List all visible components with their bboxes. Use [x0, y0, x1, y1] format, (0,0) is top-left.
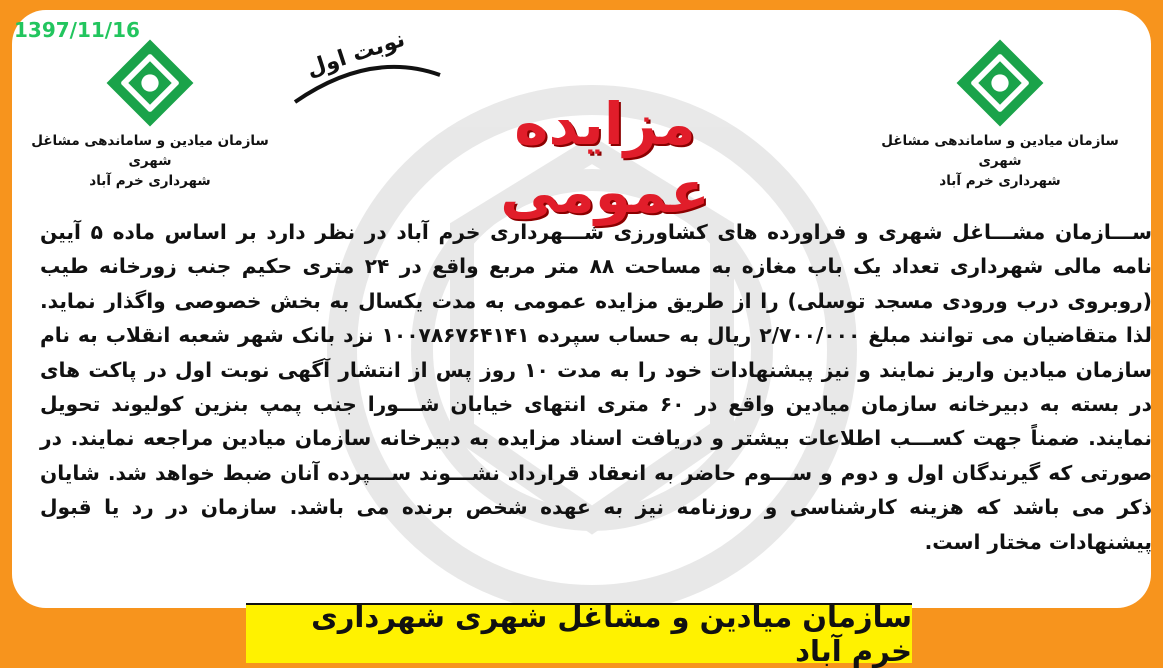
org-name-line2: شهرداری خرم آباد	[939, 173, 1061, 189]
municipality-logo-icon	[102, 35, 198, 131]
org-name-line1: سازمان میادین و ساماندهی مشاغل شهری	[31, 133, 269, 169]
org-logo-left	[30, 35, 270, 191]
notice-body: ســـازمان مشـــاغل شهری و فراورده های کشاورزی شـــهرداری خرم آباد در نظر دارد بر اساس ماده ۵ آیین نامه مالی شهرداری تعداد یک باب مغازه به مساحت ۸۸ متر مربع واقع در ۲۴ متری حکیم جنب زورخانه طیب (روبروی درب ورودی مسجد توسلی) را از طریق مزایده عمومی به مدت یکسال به بخش خصوصی واگذار نماید. لذا متقاضیان می توانند مبلغ ۲/۷۰۰/۰۰۰ ریال به حساب سپرده ۱۰۰۷۸۶۷۶۴۱۴۱ نزد بانک شهر شعبه انقلاب به نام سازمان میادین واریز نمایند و نیز پیشنهادات خود را به مدت ۱۰ روز پس از انتشار آگهی نوبت اول در پاکت های در بسته به دبیرخانه سازمان میادین واقع در ۶۰ متری انتهای خیابان شـــورا جنب پمپ بنزین کولیوند تحویل نمایند. ضمناً جهت کســـب اطلاعات بیشتر و دریافت اسناد مزایده به دبیرخانه سازمان میادین مراجعه نمایند. در صورتی که گیرندگان اول و دوم و ســـوم حاضر به انعقاد قرارداد نشـــوند ســـپرده آنان ضبط خواهد شد. شایان ذکر می باشد که هزینه کارشناسی و روزنامه نیز به عهده شخص برنده می باشد. سازمان در رد یا قبول پیشنهادات مختار است.	[40, 220, 1153, 554]
org-name-line2: شهرداری خرم آباد	[89, 173, 211, 189]
org-name-line1: سازمان میادین و ساماندهی مشاغل شهری	[881, 133, 1119, 169]
notice-title: مزایده عمومی	[500, 90, 710, 226]
footer-text: سازمان میادین و مشاغل شهری شهرداری خرم آباد	[311, 600, 912, 668]
publication-date: 1397/11/16	[14, 18, 140, 42]
org-logo-right	[880, 35, 1120, 191]
footer-banner	[246, 600, 912, 668]
round-label: نوبت اول	[303, 26, 408, 83]
municipality-logo-icon	[952, 35, 1048, 131]
